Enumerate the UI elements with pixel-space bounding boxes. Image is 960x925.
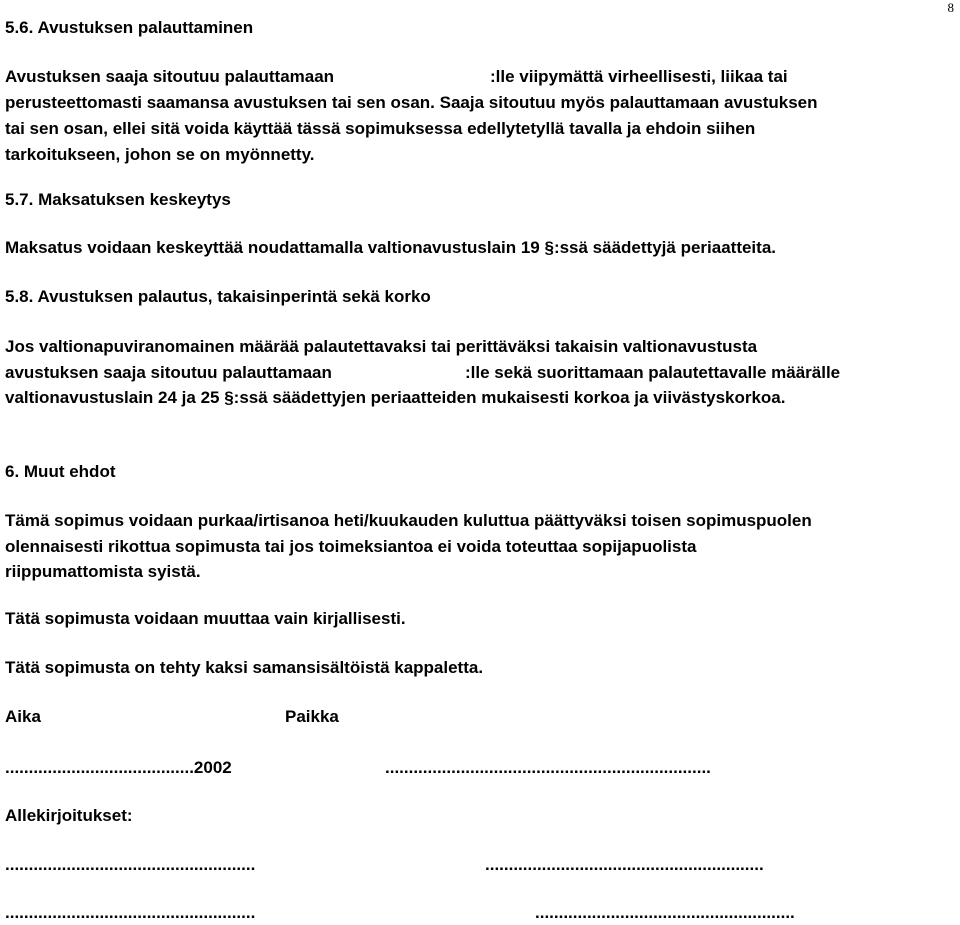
section-5-6-line2: perusteettomasti saamansa avustuksen tai sen osan. Saaja sitoutuu myös palauttamaan avustuksen	[5, 93, 818, 112]
section-6-p3: Tätä sopimusta on tehty kaksi samansisältöistä kappaletta.	[5, 658, 484, 677]
place-field: .....................................................................	[385, 758, 711, 777]
signature-line-2-left: .....................................................	[5, 903, 256, 922]
allekirjoitukset-label: Allekirjoitukset:	[5, 806, 133, 825]
section-5-6-line3: tai sen osan, ellei sitä voida käyttää tässä sopimuksessa edellytetyllä tavalla ja ehdoin siihen	[5, 119, 756, 138]
section-6-p1-line1: Tämä sopimus voidaan purkaa/irtisanoa heti/kuukauden kuluttua päättyväksi toisen sopimuspuolen	[5, 511, 812, 530]
section-5-8-line2-start: avustuksen saaja sitoutuu palauttamaan	[5, 363, 332, 382]
section-5-6-heading: 5.6. Avustuksen palauttaminen	[5, 18, 254, 37]
section-5-6-line1-end: :lle viipymättä virheellisesti, liikaa tai	[490, 67, 788, 86]
section-6-p2: Tätä sopimusta voidaan muuttaa vain kirjallisesti.	[5, 609, 406, 628]
section-5-8-line3: valtionavustuslain 24 ja 25 §:ssä säädettyjen periaatteiden mukaisesti korkoa ja viivästyskorkoa.	[5, 388, 786, 407]
date-field: ........................................2002	[5, 758, 232, 777]
aika-label: Aika	[5, 707, 41, 726]
page-number: 8	[947, 0, 954, 15]
section-6-heading: 6. Muut ehdot	[5, 462, 116, 481]
paikka-label: Paikka	[285, 707, 339, 726]
section-5-7-line1: Maksatus voidaan keskeyttää noudattamalla valtionavustuslain 19 §:ssä säädettyjä periaatteita.	[5, 238, 776, 257]
signature-line-2-right: .......................................................	[535, 903, 795, 922]
section-5-8-heading: 5.8. Avustuksen palautus, takaisinperintä sekä korko	[5, 287, 431, 306]
section-5-6-line4: tarkoitukseen, johon se on myönnetty.	[5, 145, 315, 164]
section-6-p1-line2: olennaisesti rikottua sopimusta tai jos toimeksiantoa ei voida toteuttaa sopijapuolista	[5, 537, 697, 556]
section-5-8-line1: Jos valtionapuviranomainen määrää palautettavaksi tai perittäväksi takaisin valtionavustusta	[5, 337, 758, 356]
section-5-8-line2-end: :lle sekä suorittamaan palautettavalle määrälle	[465, 363, 841, 382]
section-5-6-line1-start: Avustuksen saaja sitoutuu palauttamaan	[5, 67, 335, 86]
signature-line-1-right: ...........................................................	[485, 855, 764, 874]
section-5-7-heading: 5.7. Maksatuksen keskeytys	[5, 190, 231, 209]
signature-line-1-left: .....................................................	[5, 855, 256, 874]
section-6-p1-line3: riippumattomista syistä.	[5, 562, 201, 581]
